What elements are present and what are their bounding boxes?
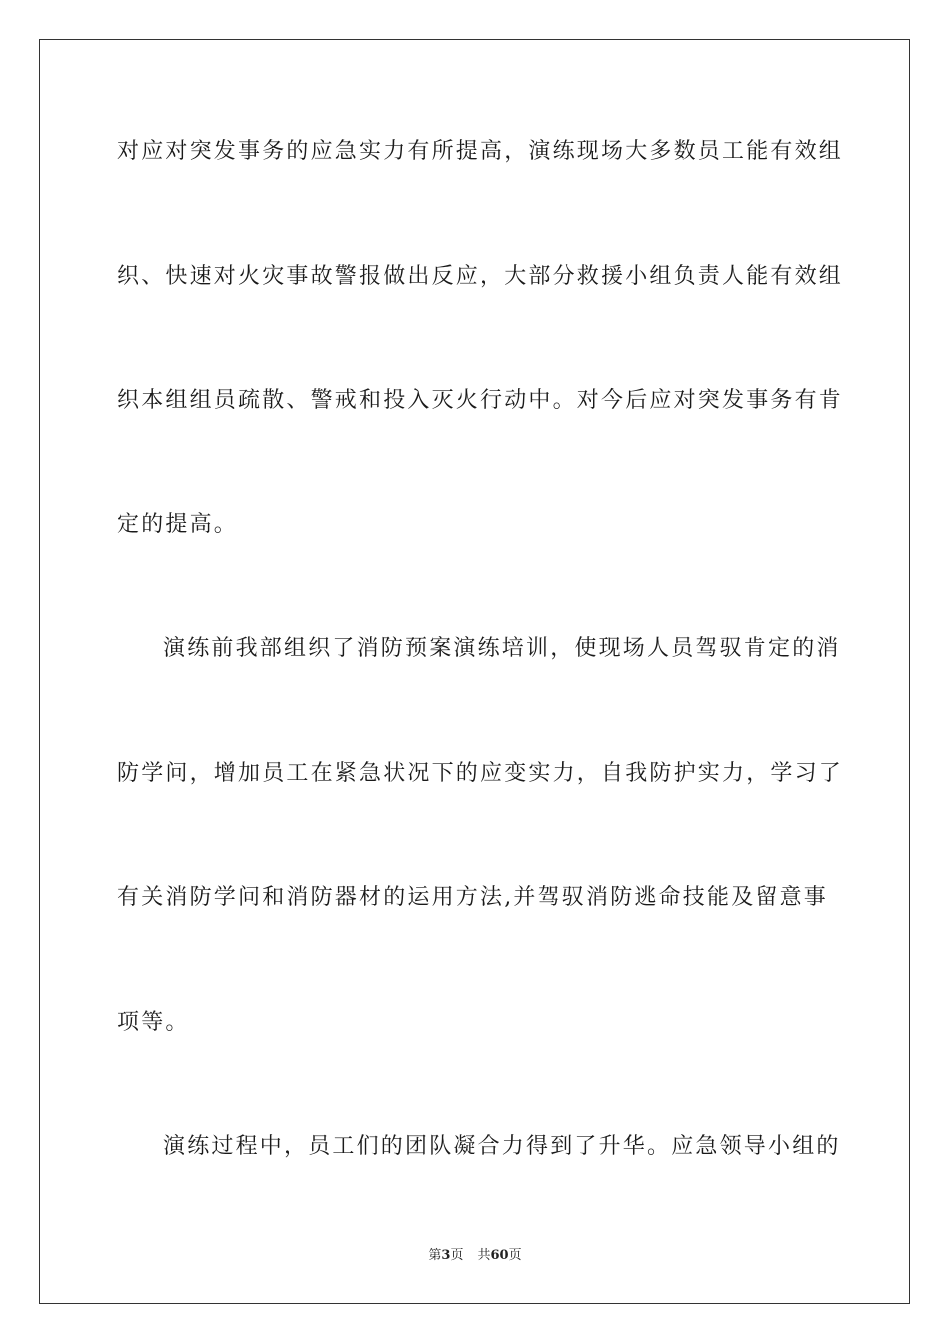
text-line: 项等。: [117, 1010, 190, 1035]
page-prefix: 第: [428, 1248, 442, 1263]
text-line: 定的提高。: [117, 512, 239, 537]
text-line: 织本组组员疏散、警戒和投入灭火行动中。对今后应对突发事务有肯: [117, 388, 844, 413]
page-border: [39, 39, 910, 1304]
total-prefix: 共: [477, 1248, 491, 1263]
total-pages: 60: [490, 1248, 509, 1263]
text-line: 演练过程中，员工们的团队凝合力得到了升华。应急领导小组的: [163, 1134, 841, 1159]
text-line: 演练前我部组织了消防预案演练培训，使现场人员驾驭肯定的消: [163, 636, 841, 661]
page-footer: [0, 1247, 950, 1265]
page-suffix: 页: [450, 1248, 464, 1263]
total-suffix: 页: [508, 1248, 522, 1263]
text-line: 对应对突发事务的应急实力有所提高，演练现场大多数员工能有效组: [117, 139, 844, 164]
text-line: 有关消防学问和消防器材的运用方法,并驾驭消防逃命技能及留意事: [117, 885, 828, 910]
text-line: 防学问，增加员工在紧急状况下的应变实力，自我防护实力，学习了: [117, 761, 844, 786]
text-line: 织、快速对火灾事故警报做出反应，大部分救援小组负责人能有效组: [117, 264, 844, 289]
page-number: 3: [441, 1248, 451, 1263]
